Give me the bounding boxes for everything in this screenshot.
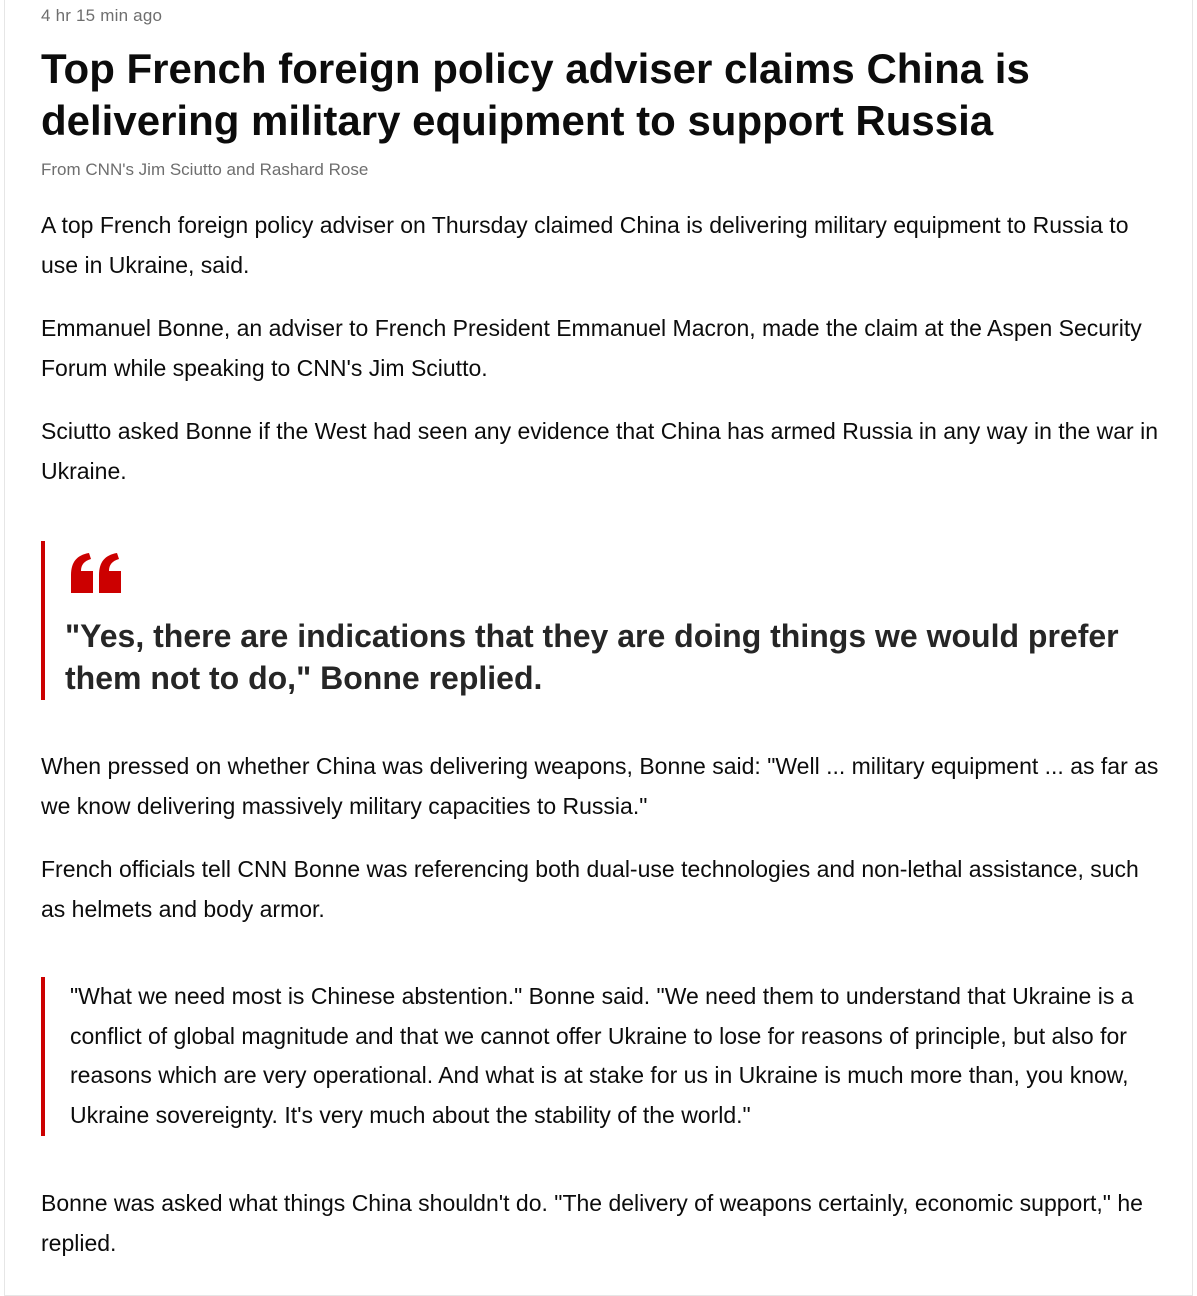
block-quote-text: "What we need most is Chinese abstention." Bonne said. "We need them to understand that Ukraine is a conflict of global magnitude and that we cannot offer Ukraine to lose for reasons of principle, but also for reasons which are very operational. And what is at stake for us in Ukraine is much more than, you know, Ukraine sovereignty. It's very much about the stability of the world." [70,983,1134,1128]
quote-mark-icon [71,553,123,593]
post-headline: Top French foreign policy adviser claims China is delivering military equipment to support Russia [41,45,1030,144]
block-quote [41,977,1166,1136]
article-paragraph: When pressed on whether China was delivering weapons, Bonne said: "Well ... military equipment ... as far as we know delivering massively military capacities to Russia." [41,753,1159,819]
post-timestamp: 4 hr 15 min ago [41,6,163,25]
article-paragraph: A top French foreign policy adviser on Thursday claimed China is delivering military equipment to Russia to use in Ukraine, said. [41,212,1129,278]
pull-quote-text: "Yes, there are indications that they are doing things we would prefer them not to do," Bonne replied. [65,618,1119,696]
article-paragraph: French officials tell CNN Bonne was referencing both dual-use technologies and non-lethal assistance, such as helmets and body armor. [41,856,1139,922]
article-paragraph: Sciutto asked Bonne if the West had seen any evidence that China has armed Russia in any way in the war in Ukraine. [41,418,1158,484]
pull-quote [41,541,1161,700]
article-paragraph: Bonne was asked what things China shouldn't do. "The delivery of weapons certainly, economic support," he replied. [41,1190,1143,1256]
article-paragraph: Emmanuel Bonne, an adviser to French President Emmanuel Macron, made the claim at the Aspen Security Forum while speaking to CNN's Jim Sciutto. [41,315,1142,381]
post-byline: From CNN's Jim Sciutto and Rashard Rose [41,160,369,179]
